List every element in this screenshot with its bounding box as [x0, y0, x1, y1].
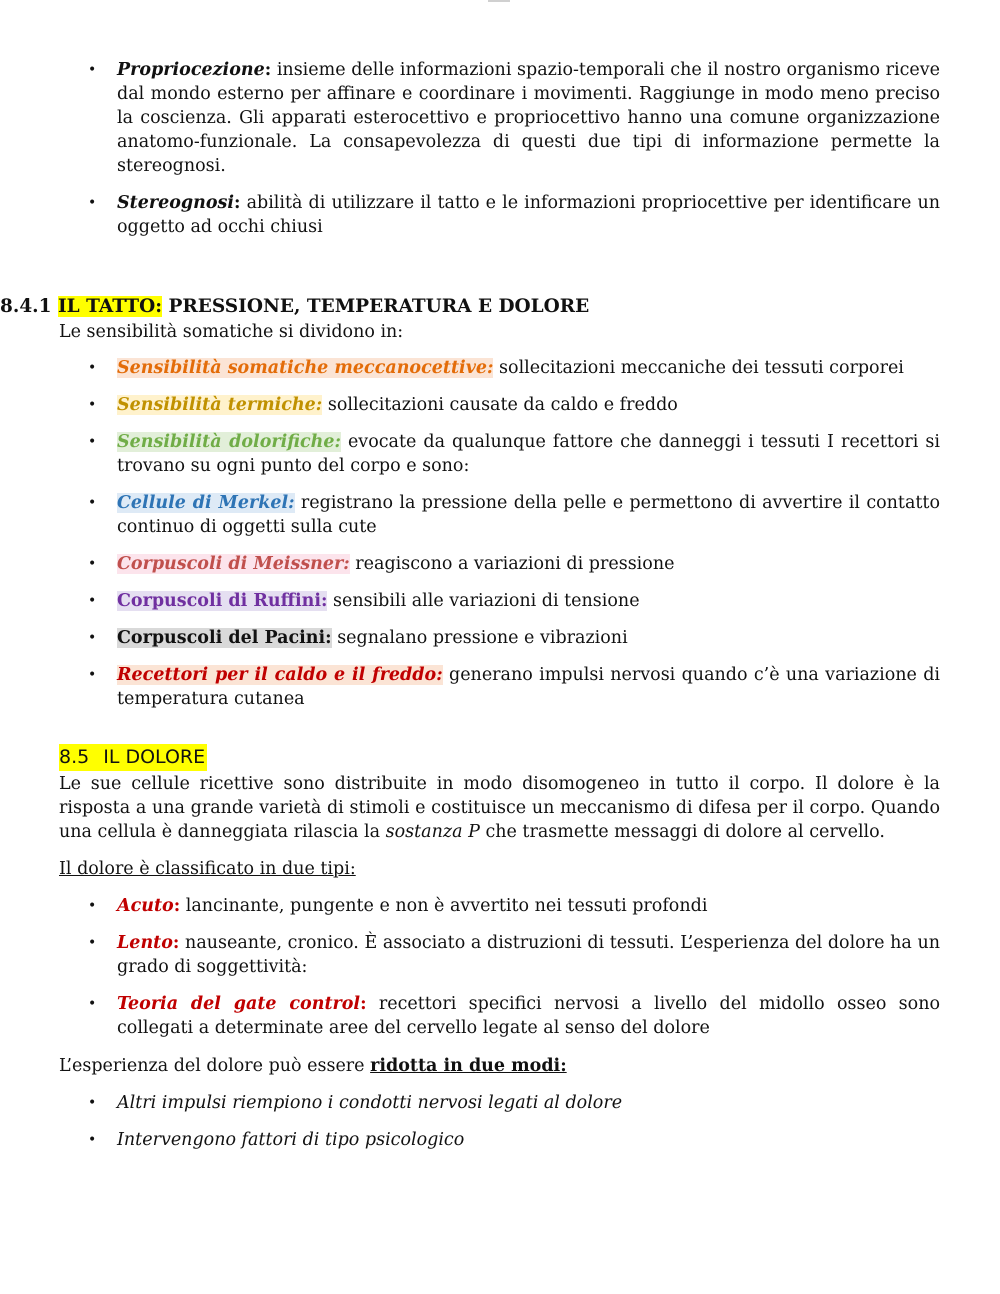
- term-stereognosi: Stereognosi: [117, 193, 235, 213]
- intro-list: [88, 58, 940, 252]
- definition-text: insieme delle informazioni spazio-temporali che il nostro organismo riceve dal mondo esterno per affinare e coordinare i movimenti. Raggiunge in modo meno preciso la coscienza. Gli apparati esterocettivo e propriocettivo hanno una comune organizzazione anatomo-funzionale. La consapevolezza di questi due tipi di informazione permette la stereognosi.: [117, 60, 940, 176]
- reduction-emphasis: ridotta in due modi:: [370, 1056, 567, 1076]
- definition-text: segnalano pressione e vibrazioni: [331, 628, 628, 648]
- section-number: 8.5: [59, 746, 90, 768]
- term-colon: :: [234, 193, 241, 213]
- section-heading-8-4-1: [0, 294, 1000, 320]
- definition-text: generano impulsi nervosi quando c’è una variazione di temperatura cutanea: [117, 665, 941, 709]
- heading-highlight: IL TATTO:: [58, 296, 163, 317]
- list-item: [88, 430, 940, 478]
- definition-text: reagiscono a variazioni di pressione: [349, 554, 675, 574]
- list-item: [88, 1128, 940, 1152]
- bullet: •: [88, 898, 97, 914]
- header-mark: [488, 0, 510, 2]
- mode-text: Altri impulsi riempiono i condotti nervosi legati al dolore: [117, 1093, 623, 1113]
- reduction-modes-list: [88, 1091, 940, 1165]
- bullet: •: [88, 434, 97, 450]
- definition-text: nauseante, cronico. È associato a distruzioni di tessuti. L’esperienza del dolore ha un grado di soggettività:: [117, 933, 940, 977]
- dolore-paragraph: [59, 772, 940, 844]
- term-colon: :: [360, 994, 367, 1014]
- bullet: •: [88, 630, 97, 646]
- sensibility-list: [88, 356, 940, 724]
- bullet: •: [88, 195, 97, 211]
- section-intro: Le sensibilità somatiche si dividono in:: [59, 322, 404, 342]
- term-meissner: Corpuscoli di Meissner:: [117, 554, 350, 574]
- term-gate-control: Teoria del gate control: [117, 994, 361, 1014]
- list-item: [88, 626, 940, 650]
- bullet: •: [88, 1095, 97, 1111]
- paragraph-text: Le sue cellule ricettive sono distribuite in modo disomogeneo in tutto il corpo. Il dolore è la risposta a una grande varietà di stimoli e costituisce un meccanismo di difesa per il corpo. Quando una cellula è danneggiata rilascia la: [59, 774, 940, 842]
- bullet: •: [88, 935, 97, 951]
- list-item: [88, 931, 940, 979]
- term-recettori-caldo-freddo: Recettori per il caldo e il freddo:: [117, 665, 443, 685]
- definition-text: sensibili alle variazioni di tensione: [327, 591, 640, 611]
- term-colon: :: [173, 896, 181, 916]
- definition-text: registrano la pressione della pelle e permettono di avvertire il contatto continuo di oggetti sulla cute: [117, 493, 940, 537]
- term-acuto: Acuto: [117, 896, 174, 916]
- mode-text: Intervengono fattori di tipo psicologico: [117, 1130, 465, 1150]
- definition-text: lancinante, pungente e non è avvertito nei tessuti profondi: [180, 896, 708, 916]
- term-colon: :: [264, 60, 272, 80]
- pain-types-list: [88, 894, 940, 1053]
- list-item: [88, 663, 940, 711]
- term-ruffini: Corpuscoli di Ruffini:: [117, 591, 328, 611]
- list-item: [88, 491, 940, 539]
- reduction-paragraph: [59, 1054, 940, 1078]
- list-item: [88, 191, 940, 239]
- list-item: [88, 589, 940, 613]
- list-item: [88, 393, 940, 417]
- classification-label: Il dolore è classificato in due tipi:: [59, 859, 356, 879]
- definition-text: abilità di utilizzare il tatto e le informazioni propriocettive per identificare un oggetto ad occhi chiusi: [117, 193, 940, 237]
- term-termiche: Sensibilità termiche:: [117, 395, 323, 415]
- definition-text: recettori specifici nervosi a livello del midollo osseo sono collegati a determinate aree del cervello legate al senso del dolore: [117, 994, 941, 1038]
- bullet: •: [88, 495, 97, 511]
- term-colon: :: [172, 933, 180, 953]
- term-propriocezione: Propriocezione: [117, 60, 265, 80]
- term-pacini: Corpuscoli del Pacini:: [117, 628, 332, 648]
- heading-text: IL DOLORE: [103, 746, 206, 768]
- bullet: •: [88, 556, 97, 572]
- paragraph-text: L’esperienza del dolore può essere: [59, 1056, 371, 1076]
- bullet: •: [88, 360, 97, 376]
- term-dolorifiche: Sensibilità dolorifiche:: [117, 432, 341, 452]
- list-item: [88, 58, 940, 178]
- section-heading-8-5: [59, 744, 207, 771]
- definition-text: sollecitazioni causate da caldo e freddo: [322, 395, 678, 415]
- definition-text: evocate da qualunque fattore che danneggi i tessuti I recettori si trovano su ogni punto del corpo e sono:: [117, 432, 940, 476]
- bullet: •: [88, 62, 97, 78]
- bullet: •: [88, 1132, 97, 1148]
- term-meccanocettive: Sensibilità somatiche meccanocettive:: [117, 358, 494, 378]
- section-number: 8.4.1: [0, 296, 52, 317]
- bullet: •: [88, 593, 97, 609]
- list-item: [88, 992, 940, 1040]
- term-merkel: Cellule di Merkel:: [117, 493, 295, 513]
- bullet: •: [88, 667, 97, 683]
- heading-text: PRESSIONE, TEMPERATURA E DOLORE: [162, 296, 590, 317]
- bullet: •: [88, 397, 97, 413]
- paragraph-text: che trasmette messaggi di dolore al cervello.: [479, 822, 885, 842]
- sostanza-p: sostanza P: [385, 822, 480, 842]
- definition-text: sollecitazioni meccaniche dei tessuti corporei: [493, 358, 904, 378]
- bullet: •: [88, 996, 97, 1012]
- list-item: [88, 356, 940, 380]
- term-lento: Lento: [117, 933, 173, 953]
- list-item: [88, 894, 940, 918]
- list-item: [88, 552, 940, 576]
- list-item: [88, 1091, 940, 1115]
